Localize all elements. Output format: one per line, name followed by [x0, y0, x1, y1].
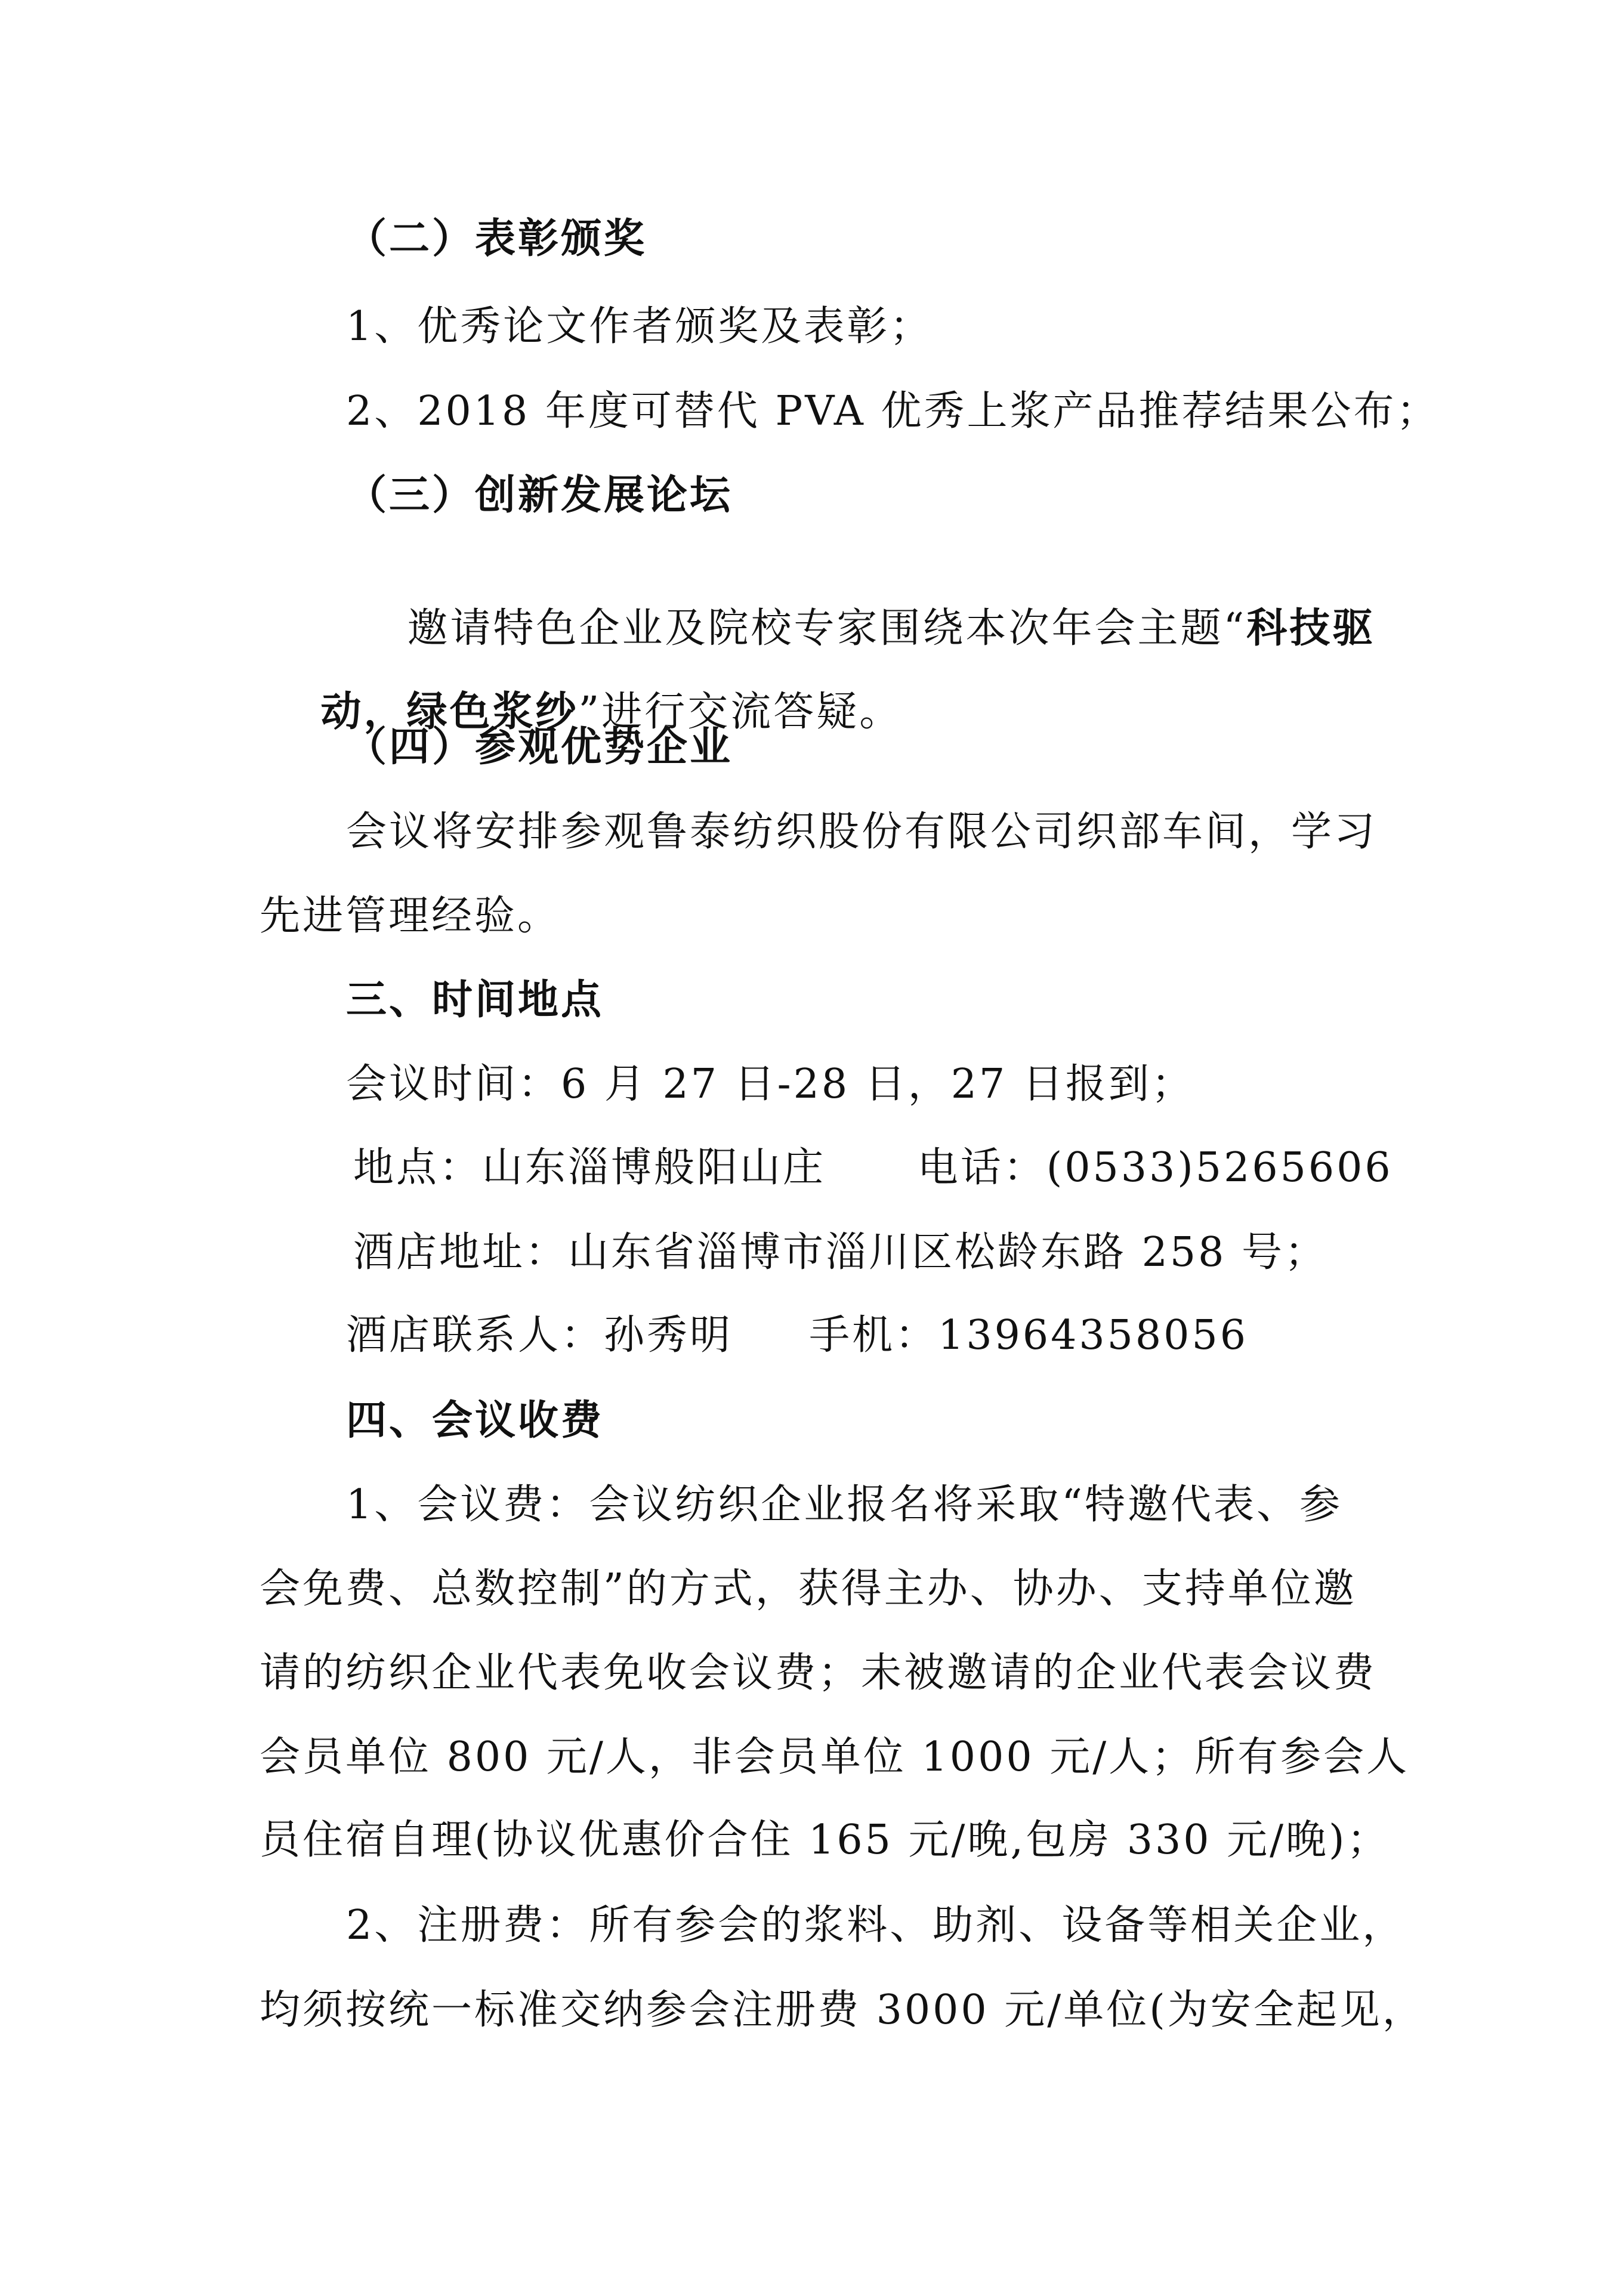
paragraph-line: 会议时间：6 月 27 日-28 日，27 日报到； [346, 1061, 1194, 1108]
paragraph-line: 2、2018 年度可替代 PVA 优秀上浆产品推荐结果公布； [346, 388, 1440, 435]
paragraph-line: 员住宿自理(协议优惠价合住 165 元/晚,包房 330 元/晚)； [260, 1817, 1390, 1864]
paragraph-line: 先进管理经验。 [260, 892, 561, 940]
heading-time-location: 三、时间地点 [346, 976, 604, 1024]
bold-text-run: 动，绿色浆纱 [320, 688, 579, 736]
paragraph-line: 1、优秀论文作者颁奖及表彰； [346, 303, 933, 350]
paragraph-line: 1、会议费：会议纺织企业报名将采取“特邀代表、参 [346, 1481, 1343, 1528]
heading-fees: 四、会议收费 [346, 1397, 604, 1444]
paragraph-line: 会免费、总数控制”的方式，获得主办、协办、支持单位邀 [260, 1565, 1357, 1613]
paragraph-line: 会议将安排参观鲁泰纺织股份有限公司织部车间，学习 [346, 808, 1378, 855]
paragraph-line: 2、注册费：所有参会的浆料、助剂、设备等相关企业， [346, 1902, 1406, 1949]
bold-text-run: 科技驱 [1246, 604, 1376, 652]
paragraph-line: 酒店地址：山东省淄博市淄川区松龄东路 258 号； [353, 1229, 1328, 1276]
paragraph-line: 请的纺织企业代表免收会议费；未被邀请的企业代表会议费 [260, 1650, 1377, 1697]
paragraph-line: 酒店联系人：孙秀明 手机：13964358056 [346, 1312, 1248, 1359]
paragraph-line: 地点：山东淄博般阳山庄 电话：(0533)5265606 [353, 1144, 1393, 1191]
heading-innovation-forum: （三）创新发展论坛 [346, 471, 733, 519]
text-run: ”进行交流答疑。 [578, 688, 903, 736]
heading-commendation: （二）表彰颁奖 [346, 215, 647, 262]
heading-site-visit: （四）参观优势企业 [346, 723, 733, 771]
text-run: 邀请特色企业及院校专家围绕本次年会主题“ [407, 605, 1247, 652]
paragraph-line: 均须按统一标准交纳参会注册费 3000 元/单位(为安全起见， [260, 1987, 1425, 2034]
paragraph-line: 会员单位 800 元/人，非会员单位 1000 元/人；所有参会人 [260, 1734, 1410, 1781]
